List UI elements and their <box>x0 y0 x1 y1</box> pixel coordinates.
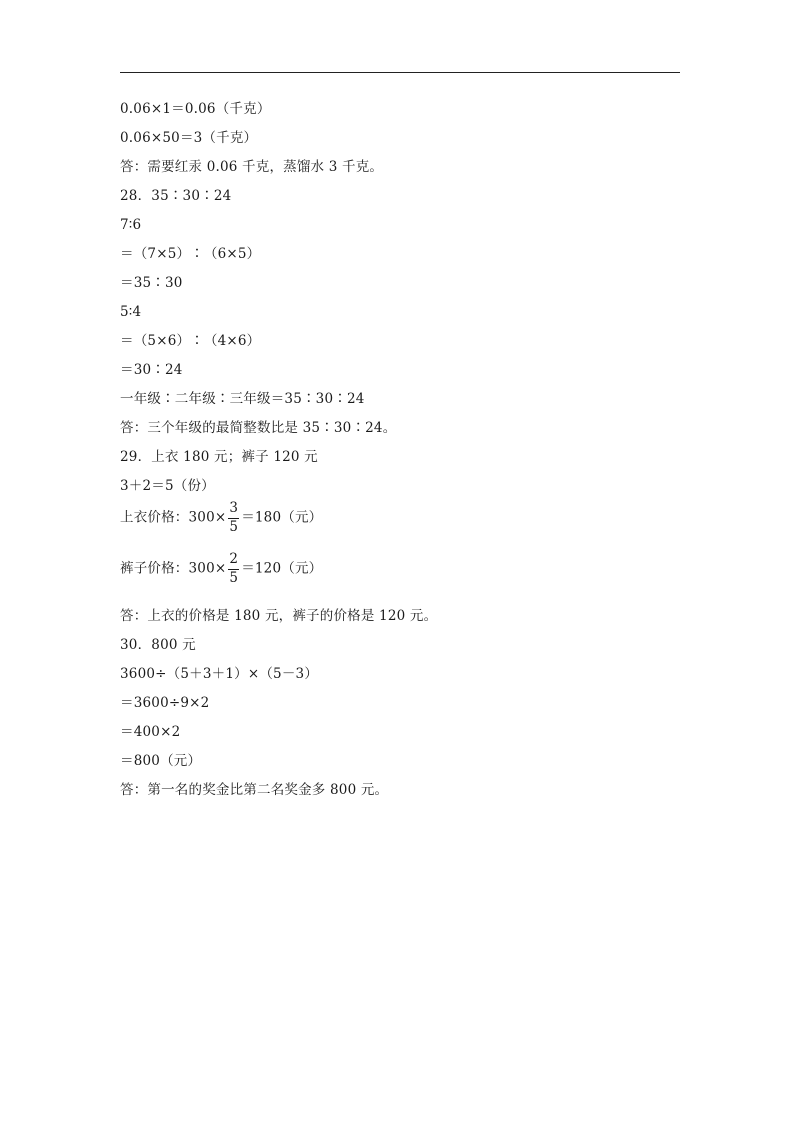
text-line: ＝（7×5）∶（6×5） <box>120 246 261 262</box>
text-line: 0.06×1＝0.06（千克） <box>120 101 271 117</box>
fraction <box>228 553 239 585</box>
answer-line: 答：第一名的奖金比第二名奖金多 800 元。 <box>120 782 389 798</box>
question-heading: 28．35∶30∶24 <box>120 188 232 204</box>
fraction-denominator: 5 <box>229 569 239 586</box>
text-line: 3600÷（5＋3＋1）×（5－3） <box>120 666 319 682</box>
text-line: ＝30∶24 <box>120 362 183 378</box>
text-line: ＝35∶30 <box>120 275 183 291</box>
fraction-numerator: 2 <box>228 553 239 570</box>
question-heading: 30．800 元 <box>120 637 196 653</box>
text-line: 一年级∶二年级∶三年级＝35∶30∶24 <box>120 391 365 407</box>
answer-line: 答：三个年级的最简整数比是 35∶30∶24。 <box>120 420 397 436</box>
pants-price-line <box>120 553 322 585</box>
text-line: ＝（5×6）∶（4×6） <box>120 333 261 349</box>
header-rule <box>120 72 680 73</box>
pants-price-suffix: ＝120（元） <box>241 560 323 577</box>
text-line: ＝3600÷9×2 <box>120 695 210 711</box>
text-line: ＝400×2 <box>120 724 181 740</box>
shirt-price-prefix: 上衣价格：300× <box>120 509 227 526</box>
text-line: ＝800（元） <box>120 753 202 769</box>
answer-line: 答：上衣的价格是 180 元，裤子的价格是 120 元。 <box>120 608 438 624</box>
fraction-numerator: 3 <box>228 502 239 519</box>
text-line: 5∶4 <box>120 304 142 320</box>
question-heading: 29．上衣 180 元；裤子 120 元 <box>120 449 318 465</box>
fraction <box>228 502 239 534</box>
text-line: 3＋2＝5（份） <box>120 478 215 494</box>
pants-price-prefix: 裤子价格：300× <box>120 560 227 577</box>
text-line: 0.06×50＝3（千克） <box>120 130 258 146</box>
shirt-price-line <box>120 502 322 534</box>
answer-line: 答：需要红汞 0.06 千克，蒸馏水 3 千克。 <box>120 159 384 175</box>
fraction-denominator: 5 <box>229 518 239 535</box>
text-line: 7∶6 <box>120 217 142 233</box>
shirt-price-suffix: ＝180（元） <box>241 509 323 526</box>
